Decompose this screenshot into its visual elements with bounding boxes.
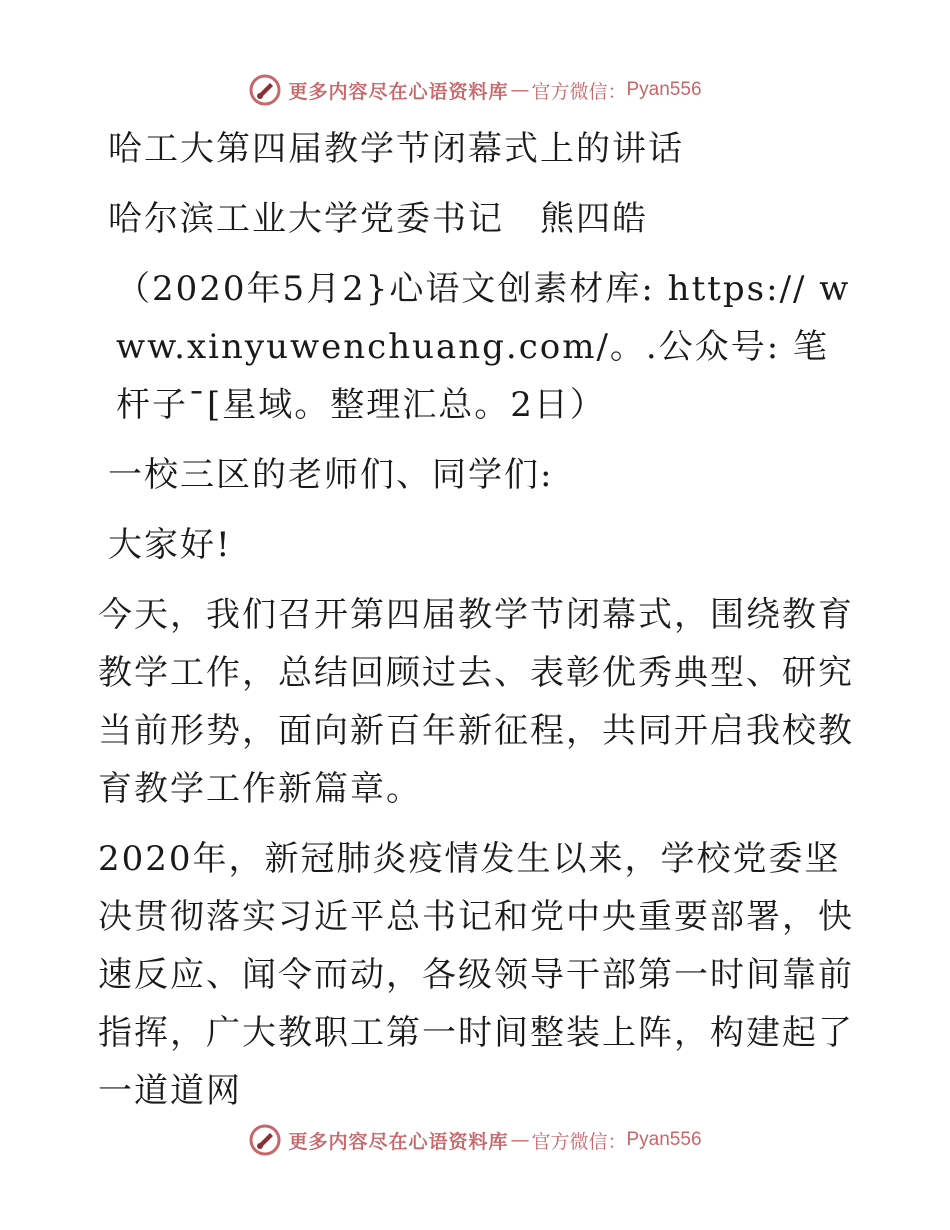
logo-icon xyxy=(248,1123,282,1157)
document-paragraph-2: 2020年，新冠肺炎疫情发生以来，学校党委坚决贯彻落实习近平总书记和党中央重要部署，快速反应、闻令而动，各级领导干部第一时间靠前指挥，广大教职工第一时间整装上阵，构建起了一道道网 xyxy=(98,839,854,1111)
document-greeting: 大家好! xyxy=(108,525,232,565)
banner-official-label: 官方微信： xyxy=(531,1130,627,1153)
header-banner xyxy=(0,70,950,110)
document-title: 哈工大第四届教学节闭幕式上的讲话 xyxy=(108,129,684,169)
banner-handle: Pyan556 xyxy=(626,1129,702,1150)
banner-dash: — xyxy=(510,1129,530,1151)
document-body xyxy=(98,120,858,1132)
logo-icon xyxy=(248,73,282,107)
banner-official-label: 官方微信： xyxy=(531,80,627,103)
document-date-note: （2020年5月2}心语文创素材库: https:// www.xinyuwenchuang.com/。.公众号: 笔杆子¯[星域。整理汇总。2日） xyxy=(116,269,851,425)
footer-banner xyxy=(0,1120,950,1160)
banner-main-text: 更多内容尽在心语资料库 xyxy=(288,1130,509,1153)
document-paragraph-1: 今天，我们召开第四届教学节闭幕式，围绕教育教学工作，总结回顾过去、表彰优秀典型、研究当前形势，面向新百年新征程，共同开启我校教育教学工作新篇章。 xyxy=(98,595,854,809)
banner-main-text: 更多内容尽在心语资料库 xyxy=(288,80,509,103)
document-salutation: 一校三区的老师们、同学们: xyxy=(108,455,554,495)
document-author: 哈尔滨工业大学党委书记 熊四皓 xyxy=(108,199,648,239)
banner-handle: Pyan556 xyxy=(626,79,702,100)
banner-dash: — xyxy=(510,79,530,101)
